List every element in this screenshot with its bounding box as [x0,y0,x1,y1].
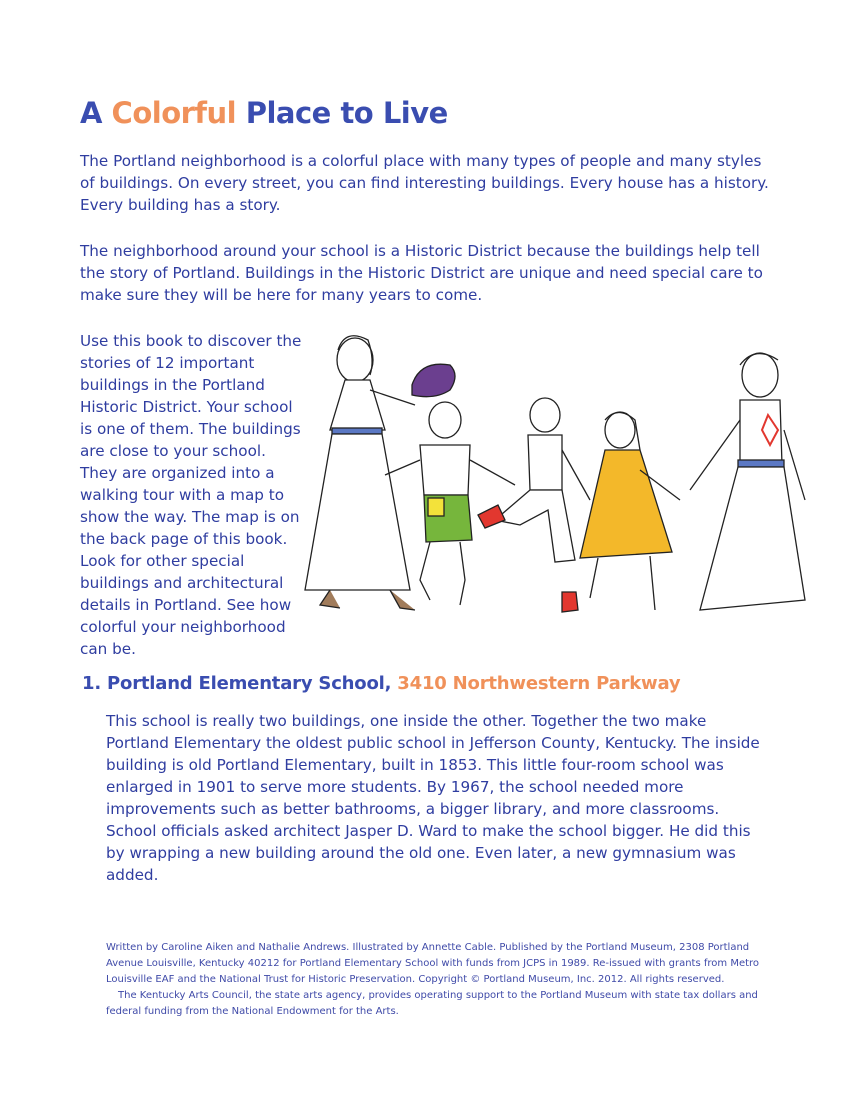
section-body: This school is really two buildings, one inside the other. Together the two make Portland Elementary the oldest public school in Jefferson County, Kentucky. The inside building is old Portland Elementary, built in 1853. This little four-room school was enlarged in 1901 to serve more students. By 1967, the school needed more improvements such as better bathrooms, a bigger library, and more classrooms. School officials asked architect Jasper D. Ward to make the school bigger. He did this by wrapping a new building around the old one. Even later, a new gymnasium was added. [106,712,760,884]
woman-left-figure [305,336,415,610]
credits-line-2: The Kentucky Arts Council, the state arts agency, provides operating support to the Portland Museum with state tax dollars and federal funding from the National Endowment for the Arts. [106,990,758,1017]
page-title [80,96,448,130]
section-address: 3410 Northwestern Parkway [391,673,681,694]
intro-paragraph-1: The Portland neighborhood is a colorful place with many types of people and many styles of buildings. On every street, you can find interesting buildings. Every house has a history. Every building has a story. [80,152,769,214]
children-holding-hands-illustration [300,320,830,650]
girl-yellow-dress-figure [580,412,680,610]
title-accent-word: Colorful [111,96,237,130]
title-part-1: A [80,96,112,130]
section-heading [82,673,680,694]
section-number: 1. [82,673,108,694]
woman-right-figure [690,353,805,610]
purple-cap-icon [412,364,455,397]
credits-line-1: Written by Caroline Aiken and Nathalie Andrews. Illustrated by Annette Cable. Published by the Portland Museum, 2308 Portland Avenue Louisville, Kentucky 40212 for Portland Elementary School with funds from JCPS in 1989. Re-issued with grants from Metro Louisville EAF and the National Trust for Historic Preservation. Copyright © Portland Museum, Inc. 2012. All rights reserved. [106,942,760,985]
section-school-name: Portland Elementary School, [107,673,392,694]
boy-red-sneakers-figure [478,398,590,612]
title-part-2: Place to Live [236,96,448,130]
intro-paragraph-2: The neighborhood around your school is a Historic District because the buildings help tell the story of Portland. Buildings in the Historic District are unique and need special care to make sure they will be here for many years to come. [80,242,763,304]
intro-paragraph-3: Use this book to discover the stories of 12 important buildings in the Portland Historic District. Your school is one of them. The buildings are close to your school. They are organized into a walking tour with a map to show the way. The map is on the back page of this book. Look for other special buildings and architectural details in Portland. See how colorful your neighborhood can be. [80,332,302,658]
credits-block [106,940,766,1020]
